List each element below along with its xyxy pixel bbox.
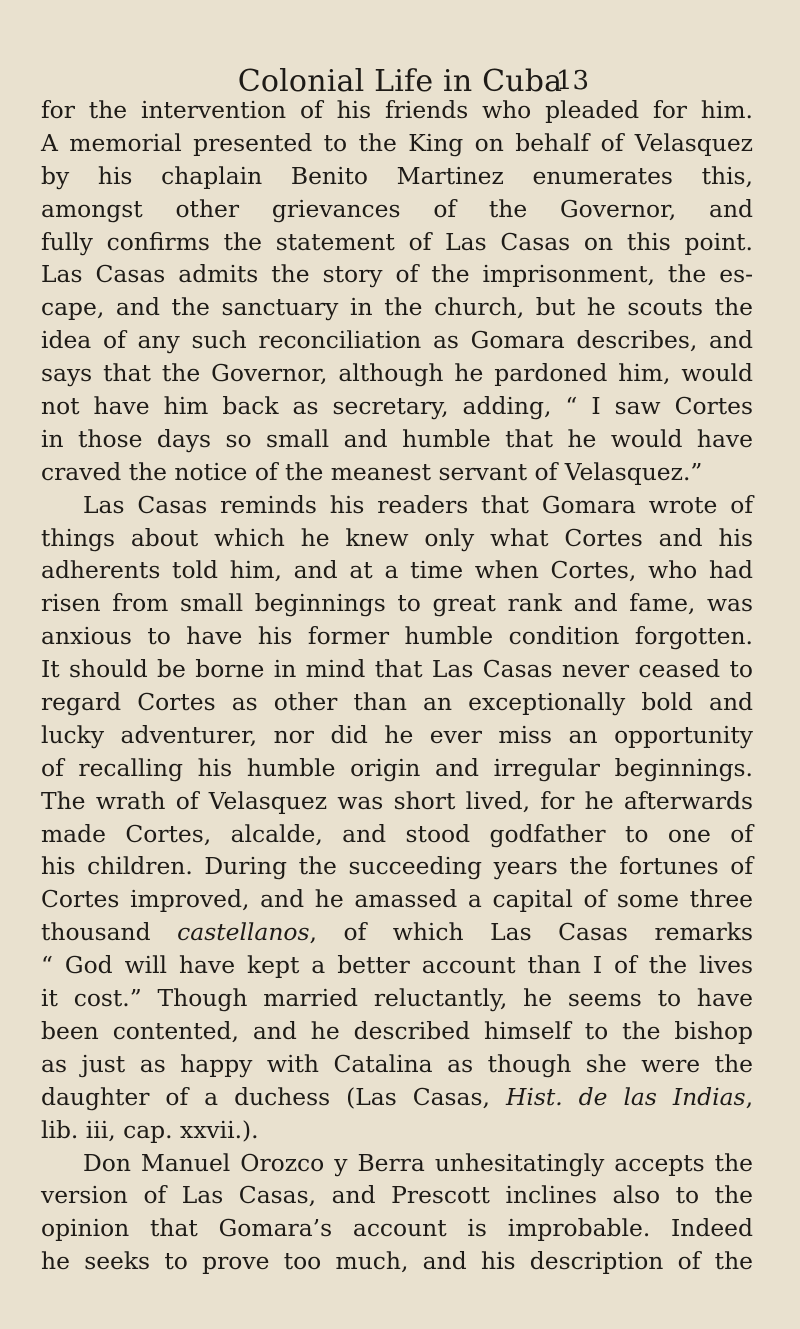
text-line: “ God will have kept a better account than I of the lives: [41, 951, 753, 980]
text-line: fully confirms the statement of Las Casas on this point.: [41, 227, 753, 256]
text-line: Las Casas reminds his readers that Gomara wrote of: [83, 490, 753, 519]
text-line: it cost.” Though married reluctantly, he seems to have: [41, 984, 753, 1013]
text-line: craved the notice of the meanest servant of Velasquez.”: [41, 457, 703, 486]
text-line: of recalling his humble origin and irregular beginnings.: [41, 753, 753, 782]
text-line: cape, and the sanctuary in the church, but he scouts the: [41, 293, 753, 322]
text-line: regard Cortes as other than an exceptionally bold and: [41, 688, 753, 717]
text-line: things about which he knew only what Cortes and his: [41, 523, 753, 552]
text-line: The wrath of Velasquez was short lived, for he afterwards: [41, 786, 753, 815]
text-line: adherents told him, and at a time when Cortes, who had: [41, 556, 753, 585]
text-line: in those days so small and humble that he would have: [41, 424, 753, 453]
text-line: [41, 916, 753, 949]
text-line: [41, 1081, 753, 1114]
text-line: lib. iii, cap. xxvii.).: [41, 1115, 259, 1144]
text-line: risen from small beginnings to great rank and fame, was: [41, 589, 753, 618]
text-line: It should be borne in mind that Las Casas never ceased to: [41, 655, 753, 684]
text-line: Las Casas admits the story of the imprisonment, the es-: [41, 260, 753, 289]
text-line: A memorial presented to the King on behalf of Velasquez: [41, 128, 753, 157]
text-segment: , of which Las Casas remarks: [309, 918, 753, 947]
text-line: opinion that Gomara’s account is improbable. Indeed: [41, 1214, 753, 1243]
text-line: amongst other grievances of the Governor, and: [41, 194, 753, 223]
body-text: [41, 94, 753, 1278]
text-line: lucky adventurer, nor did he ever miss an opportunity: [41, 720, 753, 749]
running-title: Colonial Life in Cuba: [237, 64, 563, 99]
text-line: anxious to have his former humble condition forgotten.: [41, 622, 753, 651]
page-number: 13: [556, 66, 590, 96]
text-line: version of Las Casas, and Prescott inclines also to the: [41, 1181, 753, 1210]
text-segment: thousand: [41, 918, 178, 947]
text-line: idea of any such reconciliation as Gomara describes, and: [41, 326, 753, 355]
text-line: been contented, and he described himself to the bishop: [41, 1016, 753, 1045]
text-line: he seeks to prove too much, and his description of the: [41, 1247, 753, 1276]
text-line: Cortes improved, and he amassed a capital of some three: [41, 885, 753, 914]
text-line: by his chaplain Benito Martinez enumerates this,: [41, 161, 753, 190]
text-segment: daughter of a duchess (Las Casas,: [41, 1082, 506, 1111]
text-line: his children. During the succeeding years the fortunes of: [41, 852, 753, 881]
text-line: made Cortes, alcalde, and stood godfather to one of: [41, 819, 753, 848]
text-line: Don Manuel Orozco y Berra unhesitatingly accepts the: [83, 1148, 753, 1177]
text-line: for the intervention of his friends who pleaded for him.: [41, 96, 753, 124]
text-line: not have him back as secretary, adding, “ I saw Cortes: [41, 392, 753, 421]
text-line: as just as happy with Catalina as though she were the: [41, 1049, 753, 1078]
text-segment: ,: [745, 1082, 753, 1111]
text-line: says that the Governor, although he pardoned him, would: [41, 359, 753, 388]
italic-term: castellanos: [177, 918, 310, 947]
italic-term: Hist. de las Indias: [505, 1082, 746, 1111]
